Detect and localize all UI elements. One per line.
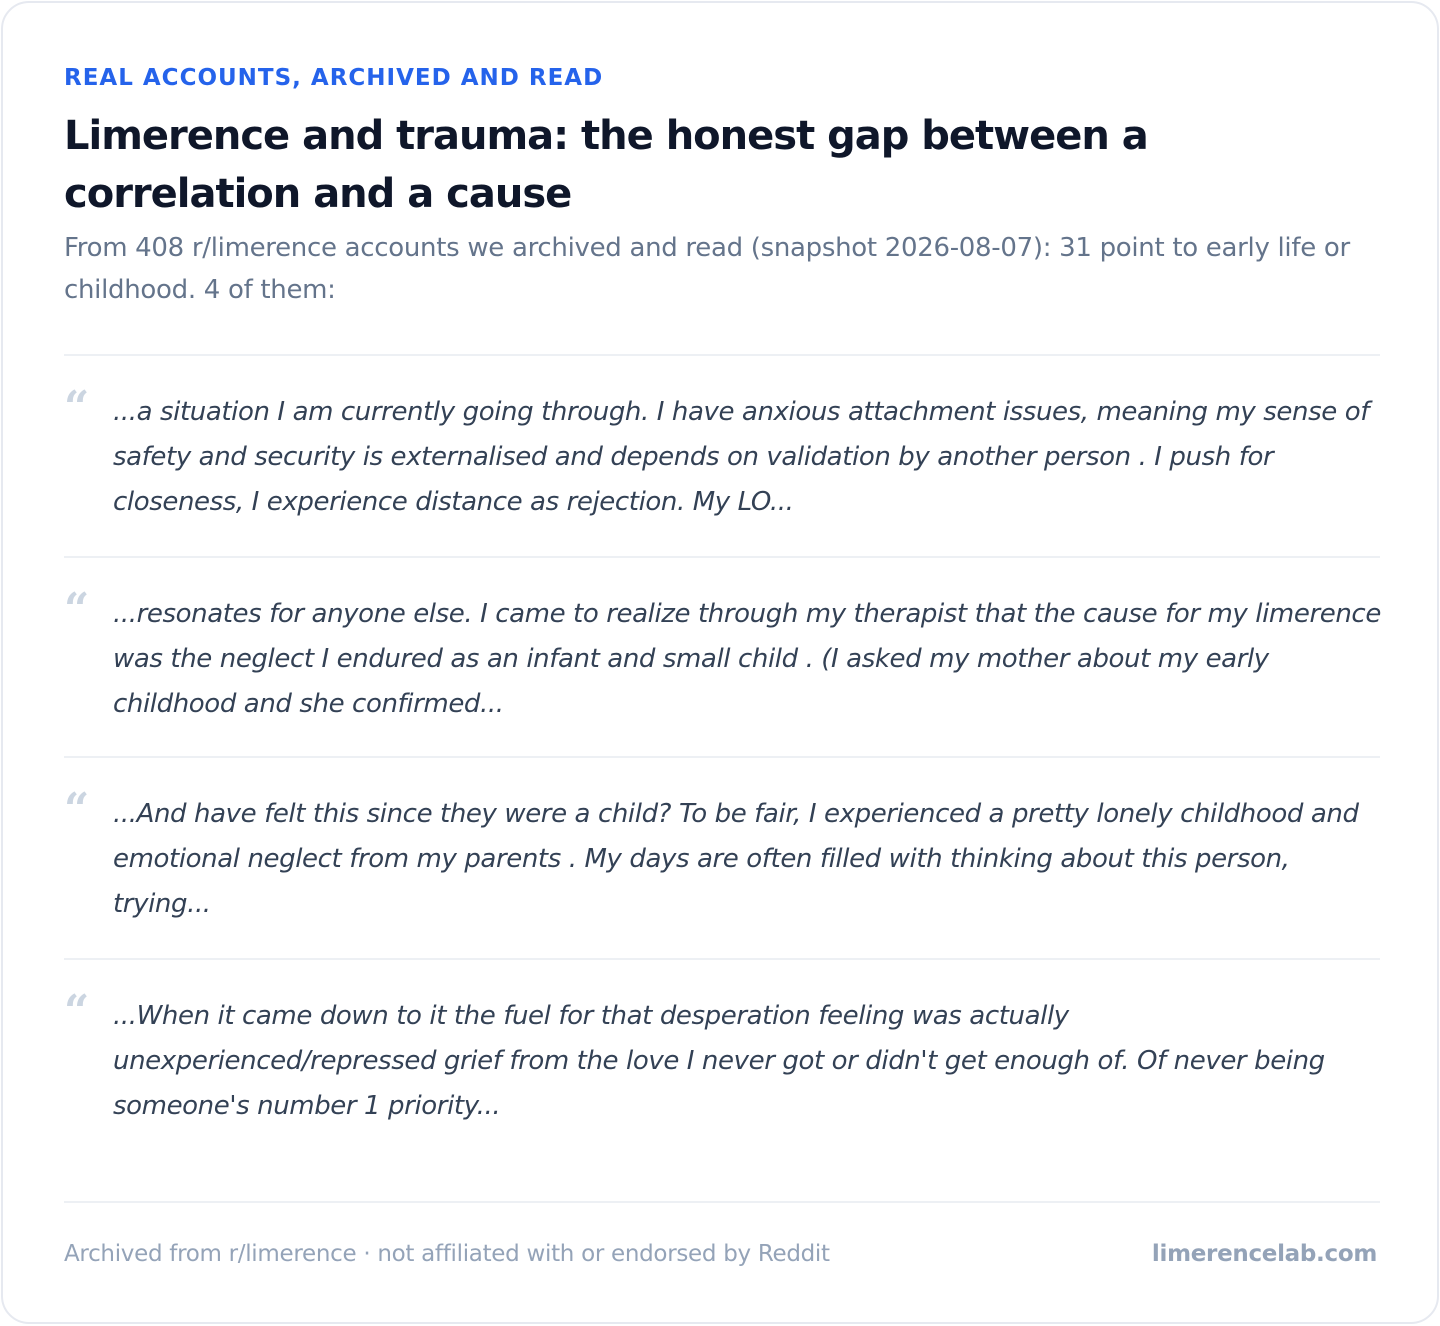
site-link[interactable]: limerencelab.com bbox=[1151, 1241, 1377, 1267]
quote-text: ...When it came down to it the fuel for that desperation feeling was actually unexperienced/repressed grief from the love I never got or didn't get enough of. Of never being someone's number 1 priority... bbox=[113, 1001, 1325, 1121]
quote-mark-icon: “ bbox=[64, 382, 90, 433]
quote-mark-icon: “ bbox=[64, 986, 90, 1037]
eyebrow-label: REAL ACCOUNTS, ARCHIVED AND READ bbox=[64, 65, 604, 91]
page-title: Limerence and trauma: the honest gap between a correlation and a cause bbox=[64, 113, 1148, 217]
footer-disclaimer: Archived from r/limerence · not affiliated with or endorsed by Reddit bbox=[64, 1241, 830, 1267]
divider bbox=[64, 958, 1380, 960]
quote-mark-icon: “ bbox=[64, 584, 90, 635]
footer-divider bbox=[64, 1201, 1380, 1203]
quote-text: ...And have felt this since they were a child? To be fair, I experienced a pretty lonely childhood and emotional neglect from my parents . My days are often filled with thinking about this person, trying... bbox=[113, 799, 1359, 919]
page-subtitle: From 408 r/limerence accounts we archived and read (snapshot 2026-08-07): 31 point to early life or childhood. 4 of them: bbox=[64, 233, 1350, 305]
divider bbox=[64, 556, 1380, 558]
story-card bbox=[1, 1, 1439, 1324]
divider bbox=[64, 354, 1380, 356]
quote-text: ...resonates for anyone else. I came to realize through my therapist that the cause for my limerence was the neglect I endured as an infant and small child . (I asked my mother about my early childhood and she confirmed... bbox=[113, 599, 1381, 719]
divider bbox=[64, 756, 1380, 758]
quote-mark-icon: “ bbox=[64, 784, 90, 835]
quote-text: ...a situation I am currently going through. I have anxious attachment issues, meaning my sense of safety and security is externalised and depends on validation by another person . I push for closeness, I experience distance as rejection. My LO... bbox=[113, 397, 1369, 517]
